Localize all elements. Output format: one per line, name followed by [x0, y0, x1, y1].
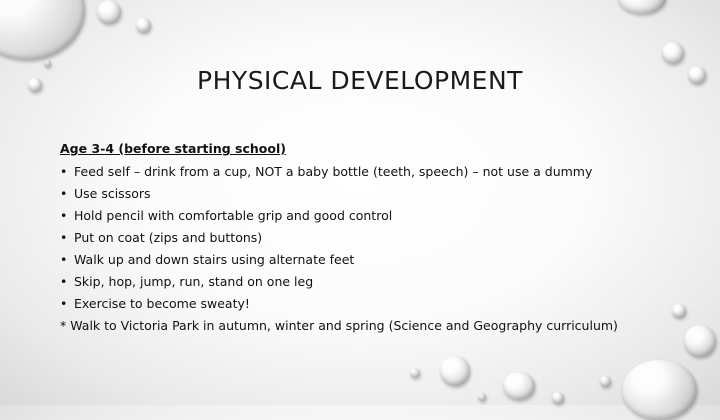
- list-item: [60, 274, 700, 290]
- list-item: [60, 208, 700, 224]
- list-item: [60, 252, 700, 268]
- list-item: [60, 296, 700, 312]
- slide-title: PHYSICAL DEVELOPMENT: [197, 66, 523, 95]
- list-item-text: Use scissors: [74, 186, 151, 201]
- bullet-list: [60, 164, 700, 312]
- bullet-icon: •: [60, 186, 68, 201]
- water-drop-decoration: [622, 360, 697, 420]
- bullet-icon: •: [60, 274, 68, 289]
- list-item: [60, 164, 700, 180]
- list-item: [60, 186, 700, 202]
- bullet-icon: •: [60, 252, 68, 267]
- list-item-text: Hold pencil with comfortable grip and good control: [74, 208, 393, 223]
- bullet-icon: •: [60, 230, 68, 245]
- bullet-icon: •: [60, 296, 68, 311]
- slide-content: [60, 141, 700, 334]
- water-drop-decoration: [618, 0, 666, 14]
- curriculum-note: * Walk to Victoria Park in autumn, winter and spring (Science and Geography curriculum): [60, 318, 618, 333]
- list-item: [60, 230, 700, 246]
- list-item-text: Feed self – drink from a cup, NOT a baby bottle (teeth, speech) – not use a dummy: [74, 164, 593, 179]
- bullet-icon: •: [60, 208, 68, 223]
- list-item-text: Skip, hop, jump, run, stand on one leg: [74, 274, 314, 289]
- water-drop-decoration: [440, 356, 470, 386]
- bullet-icon: •: [60, 164, 68, 179]
- list-item-text: Put on coat (zips and buttons): [74, 230, 263, 245]
- water-drop-decoration: [600, 376, 611, 387]
- age-subheading: Age 3-4 (before starting school): [60, 141, 286, 156]
- water-drop-decoration: [478, 393, 486, 401]
- water-drop-decoration: [662, 42, 684, 64]
- list-item-text: Exercise to become sweaty!: [74, 296, 250, 311]
- water-drop-decoration: [136, 18, 151, 33]
- water-drop-decoration: [503, 372, 535, 400]
- water-drop-decoration: [552, 392, 564, 404]
- list-item-text: Walk up and down stairs using alternate feet: [74, 252, 355, 267]
- water-drop-decoration: [97, 0, 121, 24]
- water-drop-decoration: [0, 0, 85, 60]
- water-drop-decoration: [410, 368, 420, 378]
